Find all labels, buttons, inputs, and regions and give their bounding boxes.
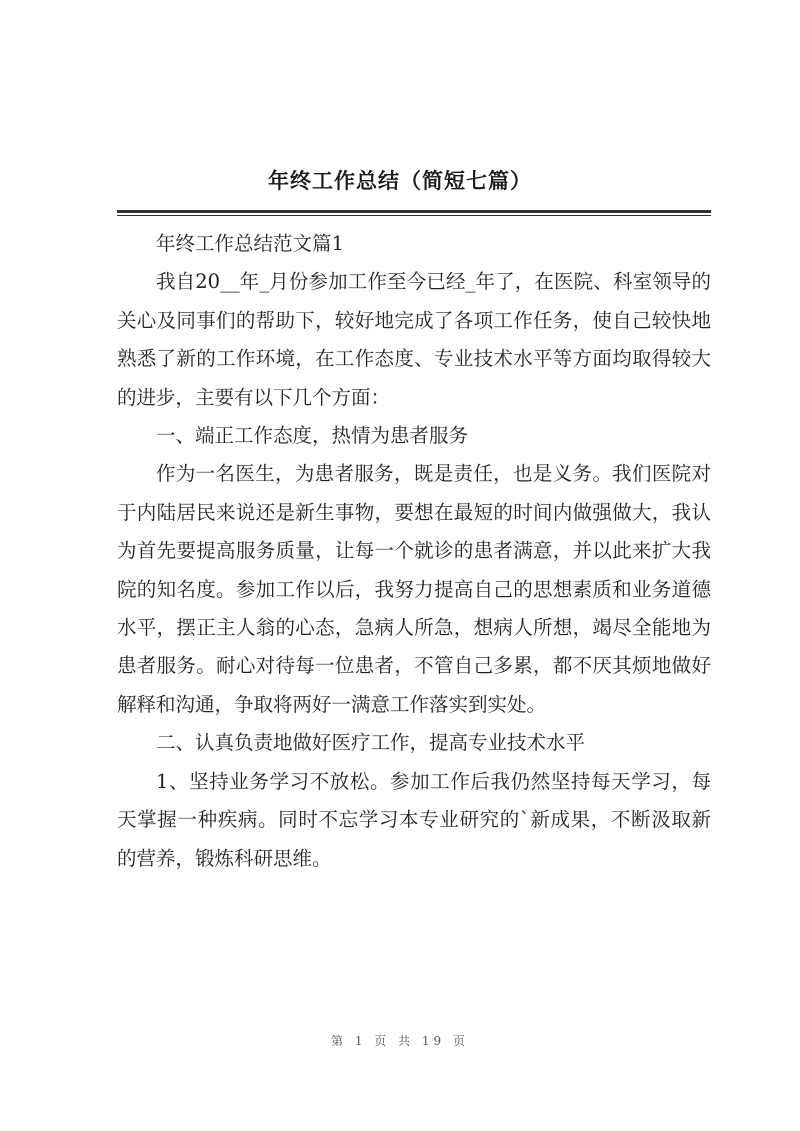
paragraph: 作为一名医生，为患者服务，既是责任，也是义务。我们医院对于内陆居民来说还是新生事物，要想在最短的时间内做强做大，我认为首先要提高服务质量，让每一个就诊的患者满意，并以此来扩大我院的知名度。参加工作以后，我努力提高自己的思想素质和业务道德水平，摆正主人翁的心态，急病人所急，想病人所想，竭尽全能地为患者服务。耐心对待每一位患者，不管自己多累，都不厌其烦地做好解释和沟通，争取将两好一满意工作落实到实处。 [117, 462, 711, 716]
section-heading: 一、端正工作态度，热情为患者服务 [156, 424, 469, 448]
title-divider-thick [117, 210, 711, 213]
section-heading: 二、认真负责地做好医疗工作，提高专业技术水平 [156, 731, 586, 755]
document-title: 年终工作总结（简短七篇） [268, 168, 532, 193]
title-divider-thin [117, 215, 711, 216]
paragraph: 1、坚持业务学习不放松。参加工作后我仍然坚持每天学习，每天掌握一种疾病。同时不忘学习本专业研究的`新成果，不断汲取新的营养，锻炼科研思维。 [117, 769, 711, 870]
page-number-footer: 第 1 页 共 19 页 [331, 1034, 469, 1048]
paragraph: 我自20__年_月份参加工作至今已经_年了，在医院、科室领导的关心及同事们的帮助下，较好地完成了各项工作任务，使自己较快地熟悉了新的工作环境，在工作态度、专业技术水平等方面均取得较大的进步，主要有以下几个方面： [117, 270, 711, 409]
document-body [117, 225, 711, 878]
section-heading: 年终工作总结范文篇1 [156, 232, 344, 255]
